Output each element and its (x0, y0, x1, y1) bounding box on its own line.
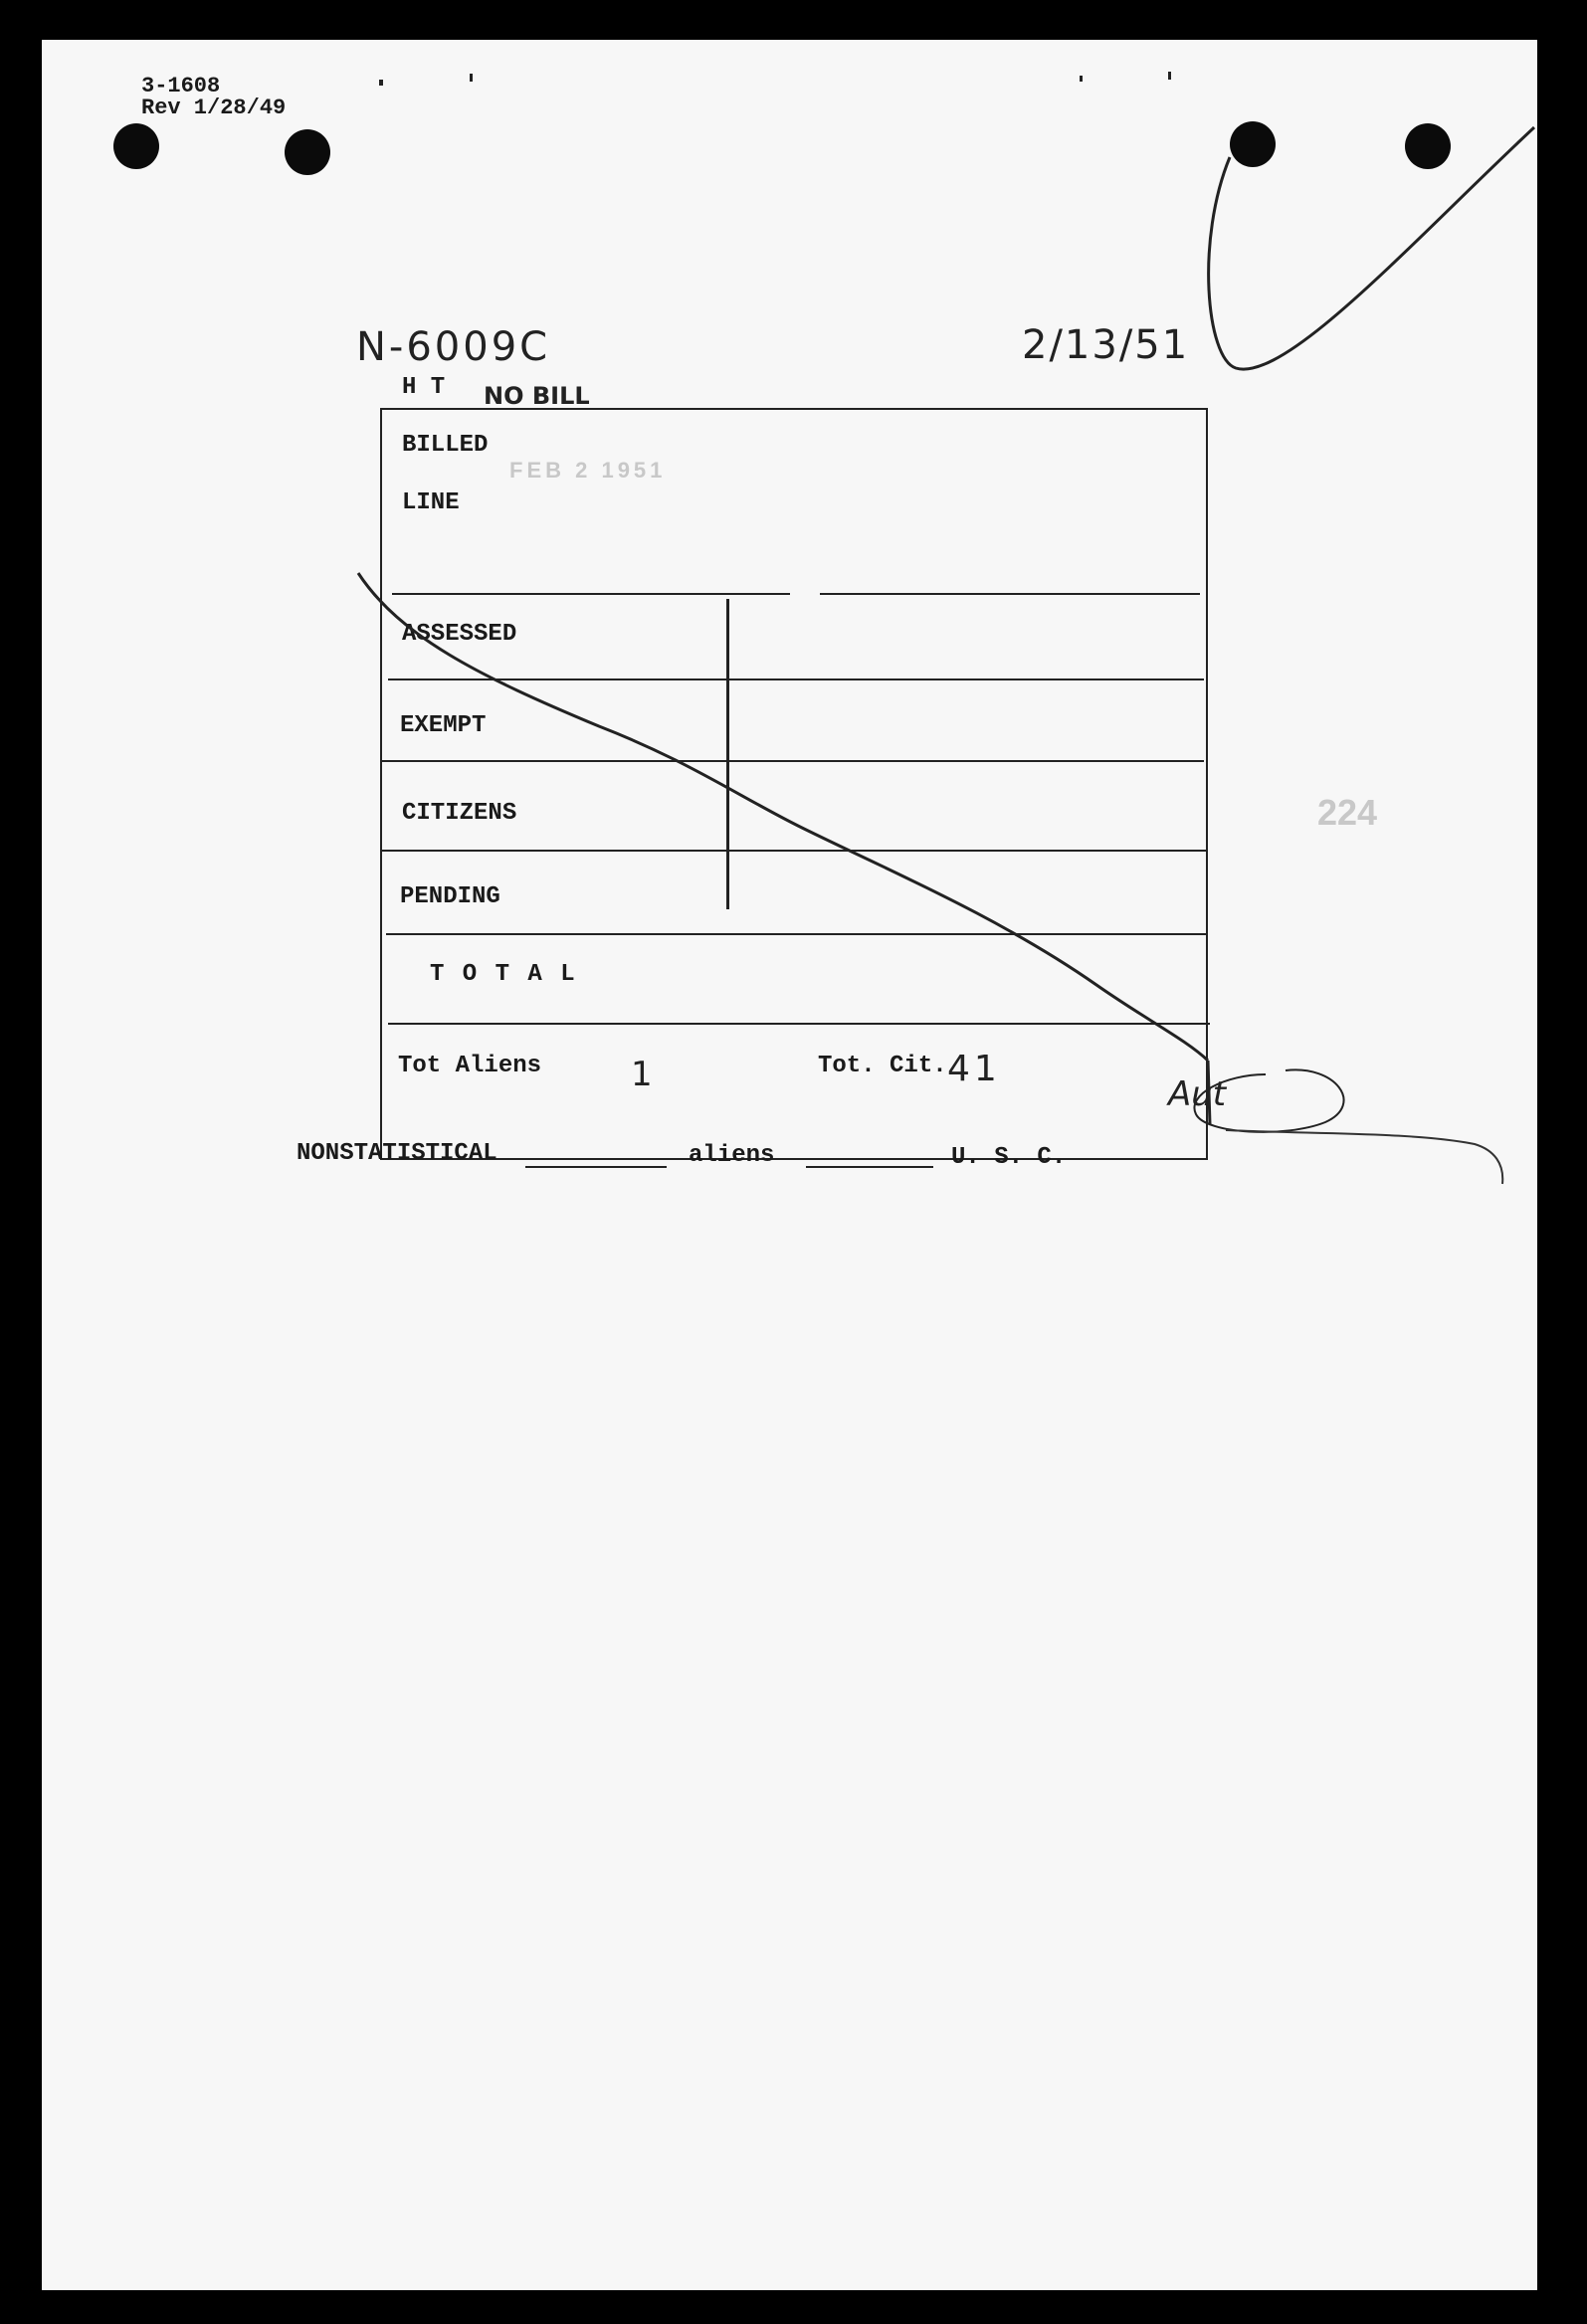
initials-loop (1194, 1069, 1343, 1131)
check-mark (1209, 127, 1534, 369)
strike-tail (1208, 1061, 1210, 1124)
pen-strokes (42, 40, 1537, 2290)
strike-through-line (358, 573, 1208, 1061)
row-label-exempt: EXEMPT (400, 712, 487, 739)
row-label-total: T O T A L (430, 961, 577, 988)
form-revision: Rev 1/28/49 (141, 96, 287, 120)
row-label-line: LINE (402, 489, 460, 516)
initials: Aut (1168, 1074, 1227, 1114)
nonstatistical-usc-label: U. S. C. (951, 1144, 1067, 1171)
file-number: N-6009C (356, 324, 551, 370)
nonstatistical-label: NONSTATISTICAL (297, 1140, 497, 1167)
total-citizens-label: Tot. Cit. (818, 1053, 947, 1079)
row-label-assessed: ASSESSED (402, 621, 517, 648)
document-page (42, 40, 1537, 2290)
row-label-pending: PENDING (400, 883, 500, 910)
nonstatistical-aliens-label: aliens (689, 1142, 775, 1169)
total-aliens-label: Tot Aliens (398, 1053, 542, 1079)
initials-underline (1226, 1130, 1502, 1184)
page-number: 224 (1317, 792, 1378, 833)
row-label-billed: BILLED (402, 432, 489, 459)
total-citizens-value: 41 (947, 1049, 1001, 1089)
row-label-citizens: CITIZENS (402, 800, 517, 827)
no-bill-stamp: NO BILL (484, 382, 590, 410)
form-number: 3-1608 (141, 74, 221, 98)
total-aliens-value: 1 (631, 1055, 653, 1094)
document-date: 2/13/51 (1022, 322, 1190, 368)
received-date-stamp: FEB 2 1951 (509, 458, 667, 483)
row-label-ht: H T (402, 374, 446, 401)
